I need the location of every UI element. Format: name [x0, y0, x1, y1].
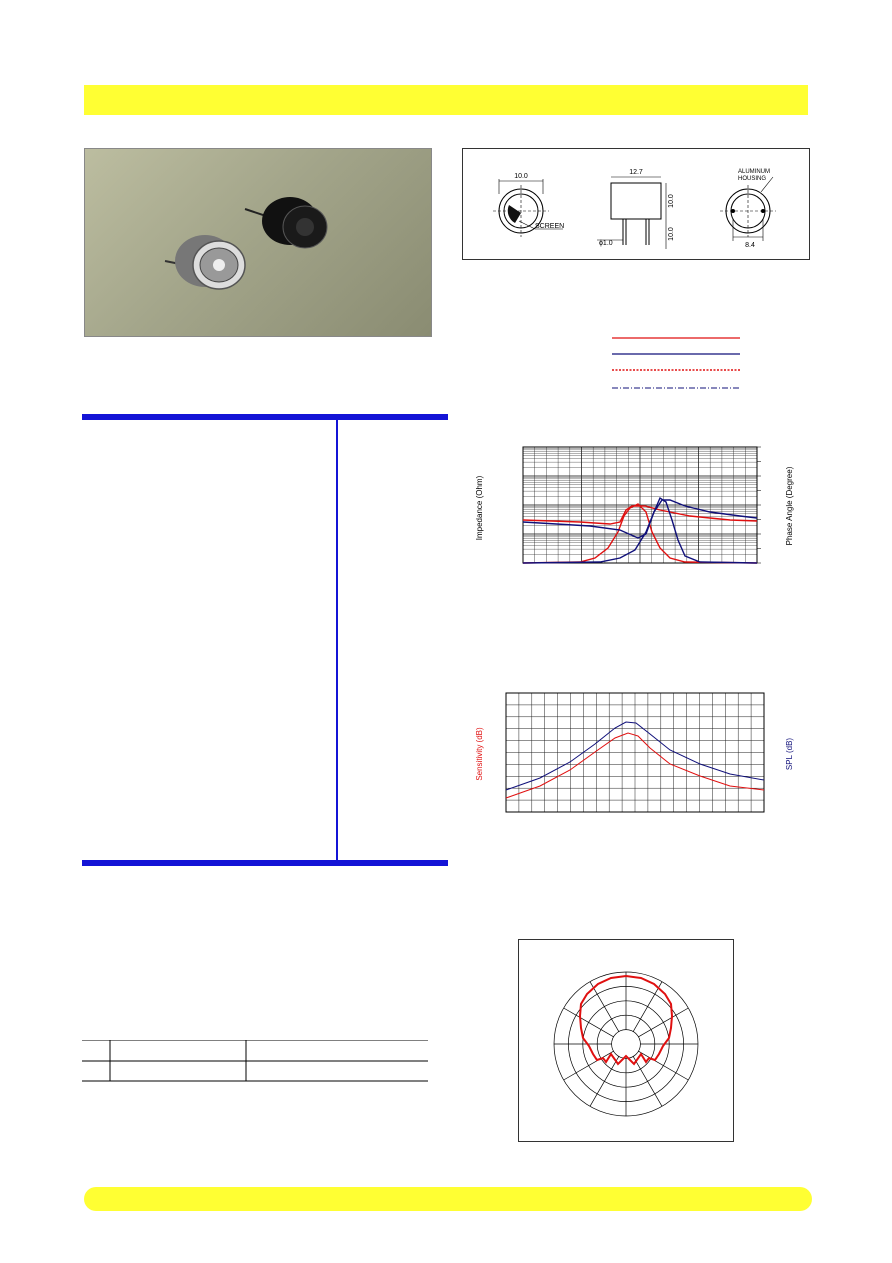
grid-line	[633, 982, 662, 1032]
housing-label-1: ALUMINUM	[738, 169, 771, 175]
side-width-label: 12.7	[629, 169, 643, 176]
screen-label: SCREEN	[535, 223, 565, 230]
dimensions-svg	[463, 149, 809, 259]
phase-axis-label: Phase Angle (Degree)	[785, 466, 794, 546]
directivity-polar-chart	[518, 939, 734, 1142]
header-banner	[84, 85, 808, 115]
impedance-grid	[523, 447, 761, 563]
pin-diameter-label: ϕ1.0	[599, 240, 613, 247]
spec-table-frame	[82, 414, 448, 866]
grid-line	[564, 1051, 614, 1080]
grid-line	[564, 1008, 614, 1037]
sensitivity-axis-label: Sensitivity (dB)	[475, 727, 484, 781]
small-table	[82, 1040, 428, 1082]
grid-line	[633, 1056, 662, 1106]
spec-bottom-rule	[82, 860, 448, 866]
side-height-label: 10.0	[668, 194, 675, 208]
front-width-label: 10.0	[514, 173, 528, 180]
polar-grid	[554, 972, 698, 1116]
grid-line	[638, 1051, 688, 1080]
sensor-photo-image	[85, 149, 431, 336]
impedance-axis-label: Impedance (Ohm)	[475, 475, 484, 541]
spl-axis-label: SPL (dB)	[785, 737, 794, 771]
grid-line	[590, 982, 619, 1032]
sensitivity-spl-chart	[470, 690, 800, 814]
spec-top-rule	[82, 414, 448, 420]
product-photo	[84, 148, 432, 337]
dimensions-drawing	[462, 148, 810, 260]
grid-line	[638, 1008, 688, 1037]
pin-length-label: 10.0	[668, 227, 675, 241]
footer-banner	[84, 1187, 812, 1211]
sensitivity-grid	[506, 693, 764, 812]
chart-legend	[608, 332, 744, 394]
polar-ring	[612, 1030, 641, 1059]
housing-label-2: HOUSING	[738, 176, 767, 182]
impedance-phase-chart	[470, 440, 800, 570]
grid-line	[590, 1056, 619, 1106]
pin-spacing-label: 8.4	[745, 242, 755, 249]
